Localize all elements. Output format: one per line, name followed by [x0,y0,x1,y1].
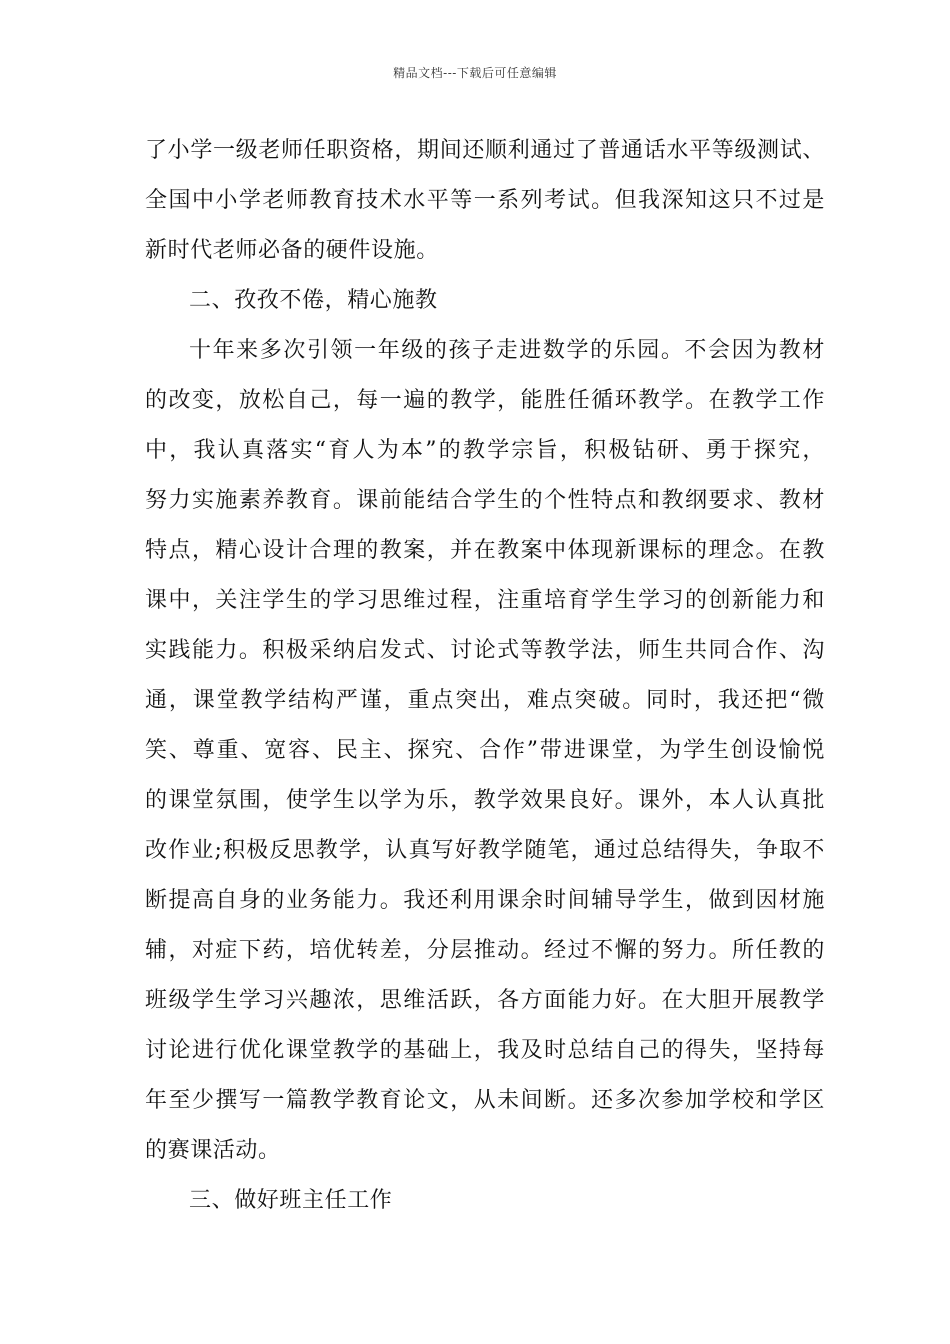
page-header: 精品文档---下载后可任意编辑 [393,66,557,80]
text-line: 了小学一级老师任职资格，期间还顺利通过了普通话水平等级测试、 [145,138,825,163]
text-line: 特点，精心设计合理的教案，并在教案中体现新课标的理念。在教 [145,538,825,563]
text-line: 中，我认真落实“育人为本”的教学宗旨，积极钻研、勇于探究， [145,438,825,463]
section-heading: 三、做好班主任工作 [189,1188,393,1213]
text-line: 努力实施素养教育。课前能结合学生的个性特点和教纲要求、教材 [145,488,825,513]
text-line: 十年来多次引领一年级的孩子走进数学的乐园。不会因为教材 [189,338,825,363]
text-line: 的课堂氛围，使学生以学为乐，教学效果良好。课外，本人认真批 [145,788,825,813]
text-line: 改作业;积极反思教学，认真写好教学随笔，通过总结得失，争取不 [145,838,825,863]
text-line: 实践能力。积极采纳启发式、讨论式等教学法，师生共同合作、沟 [145,638,825,663]
text-line: 年至少撰写一篇教学教育论文，从未间断。还多次参加学校和学区 [145,1088,825,1113]
section-heading: 二、孜孜不倦，精心施教 [189,288,438,313]
text-line: 断提高自身的业务能力。我还利用课余时间辅导学生，做到因材施 [145,888,825,913]
text-line: 全国中小学老师教育技术水平等一系列考试。但我深知这只不过是 [145,188,825,213]
body-text [145,126,825,1226]
text-line: 课中，关注学生的学习思维过程，注重培育学生学习的创新能力和 [145,588,825,613]
text-line: 辅，对症下药，培优转差，分层推动。经过不懈的努力。所任教的 [145,938,825,963]
text-line: 新时代老师必备的硬件设施。 [145,238,439,263]
text-line: 班级学生学习兴趣浓，思维活跃，各方面能力好。在大胆开展教学 [145,988,825,1013]
text-line: 的改变，放松自己，每一遍的教学，能胜任循环教学。在教学工作 [145,388,825,413]
text-line: 讨论进行优化课堂教学的基础上，我及时总结自己的得失，坚持每 [145,1038,825,1063]
text-line: 通，课堂教学结构严谨，重点突出，难点突破。同时，我还把“微 [145,688,825,713]
text-line: 笑、尊重、宽容、民主、探究、合作”带进课堂，为学生创设愉悦 [145,738,825,763]
text-line: 的赛课活动。 [145,1138,281,1163]
